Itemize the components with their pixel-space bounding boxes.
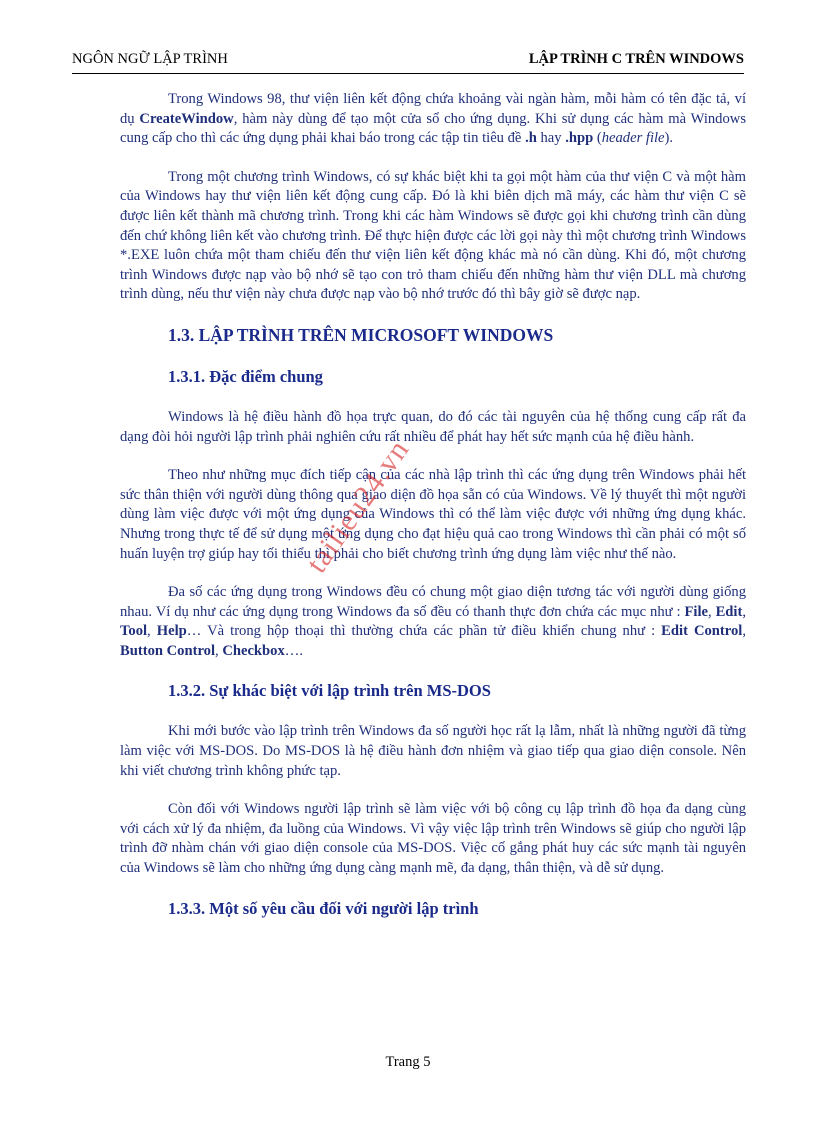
page-content [120, 90, 746, 940]
italic-term: header file [601, 130, 665, 147]
text: …. [284, 642, 303, 659]
paragraph-windows-tools: Còn đối với Windows người lập trình sẽ làm việc với bộ công cụ lập trình đồ họa đa dạng cùng với cách xử lý đa nhiệm, đa luồng của Windows. Vì vậy việc lập trình trên Windows sẽ giúp cho người lập trình đỡ nhàm chán với giao diện console của MS-DOS. Việc cố gắng phát huy các sức mạnh tài nguyên của Windows sẽ làm cho những ứng dụng càng mạnh mẽ, đa dạng, thân thiện, và dễ sử dụng. [120, 801, 746, 877]
header-right-title: LẬP TRÌNH C TRÊN WINDOWS [528, 51, 744, 67]
page-header [72, 51, 744, 71]
bold-term: Help [156, 623, 187, 640]
section-heading-1-3-2: 1.3.2. Sự khác biệt với lập trình trên MS-DOS [168, 681, 491, 701]
section-heading-1-3: 1.3. LẬP TRÌNH TRÊN MICROSOFT WINDOWS [168, 324, 554, 345]
paragraph-user-friendly: Theo như những mục đích tiếp cận của các nhà lập trình thì các ứng dụng trên Windows phải hết sức thân thiện với người dùng thông qua giao diện đồ họa sẵn có của Windows. Về lý thuyết thì một người dùng làm việc được với một ứng dụng của Windows thì có thể làm việc được với những ứng dụng khác. Nhưng trong thực tế để sử dụng một ứng dụng cho đạt hiệu quả cao trong Windows thì cần phải có một số huấn luyện trợ giúp hay tối thiểu thì phải cho biết chương trình ứng dụng làm việc như thế nào. [120, 467, 746, 562]
bold-term: Tool [120, 623, 148, 640]
bold-term: File [684, 603, 708, 620]
section-heading-1-3-1: 1.3.1. Đặc điểm chung [168, 366, 323, 386]
section-heading-1-3-3: 1.3.3. Một số yêu cầu đối với người lập trình [168, 898, 479, 918]
header-divider [72, 73, 744, 74]
text: , [215, 642, 223, 659]
text: … Và trong hộp thoại thì thường chứa các phần tử điều khiển chung như : [186, 623, 662, 640]
header-left-title: NGÔN NGỮ LẬP TRÌNH [72, 51, 228, 67]
text: Trong Windows 98, thư viện liên kết động chứa khoảng vài ngàn hàm, mỗi hàm có tên đặc tả, ví dụ [120, 91, 746, 127]
text: , [742, 623, 747, 640]
watermark: tailieu24.vn [300, 433, 416, 579]
paragraph-ms-dos: Khi mới bước vào lập trình trên Windows đa số người học rất lạ lẫm, nhất là những người đã từng làm việc với MS-DOS. Do MS-DOS là hệ điều hành đơn nhiệm và giao tiếp qua giao diện console. Nên khi viết chương trình không phức tạp. [120, 723, 746, 779]
text: Đa số các ứng dụng trong Windows đều có chung một giao diện tương tác với người dùng giống nhau. Ví dụ như các ứng dụng trong Windows đa số đều có thanh thực đơn chứa các mục như : [120, 584, 746, 620]
bold-term: Edit Control [661, 623, 743, 640]
paragraph-c-vs-windows-calls: Trong một chương trình Windows, có sự khác biệt khi ta gọi một hàm của thư viện C và một hàm của Windows hay thư viện liên kết động cung cấp. Đó là khi biên dịch mã máy, các hàm thư viện C sẽ được liên kết thành mã chương trình. Trong khi các hàm Windows sẽ được gọi khi chương trình cần dùng đến chứ không liên kết vào chương trình. Để thực hiện được các lời gọi này thì một chương trình Windows *.EXE luôn chứa một tham chiếu đến thư viện liên kết động khác mà nó cần dùng. Khi đó, một chương trình Windows được nạp vào bộ nhớ sẽ tạo con trỏ tham chiếu đến những hàm thư viện DLL mà chương trình dùng, nếu thư viện này chưa được nạp vào bộ nhớ trước đó thì bây giờ sẽ được nạp. [120, 168, 746, 303]
page-number: Trang 5 [385, 1054, 431, 1070]
text: hay [536, 130, 566, 147]
bold-term: Button Control [120, 642, 216, 659]
paragraph-common-interface [120, 583, 746, 661]
text: , hàm này dùng để tạo một cửa sổ cho ứng dụng. Khi sử dụng các hàm mà Windows cung cấp cho thì các ứng dụng phải khai báo trong các tập tin tiêu đề [120, 110, 746, 147]
bold-term: CreateWindow [139, 110, 234, 127]
paragraph-general-features: Windows là hệ điều hành đồ họa trực quan, do đó các tài nguyên của hệ thống cung cấp rất đa dạng đòi hỏi người lập trình phải nghiên cứu rất nhiều để phát hay hết sức mạnh của hệ điều hành. [120, 408, 746, 445]
bold-term: Edit [715, 603, 743, 620]
paragraph-dll-functions [120, 90, 746, 149]
bold-term: Checkbox [222, 642, 285, 659]
text: , [742, 603, 746, 620]
text: , [147, 623, 157, 640]
text: ( [593, 130, 602, 147]
text: , [707, 603, 716, 620]
bold-term: .h [525, 130, 537, 147]
bold-term: .hpp [565, 130, 594, 147]
text: ). [664, 130, 674, 147]
